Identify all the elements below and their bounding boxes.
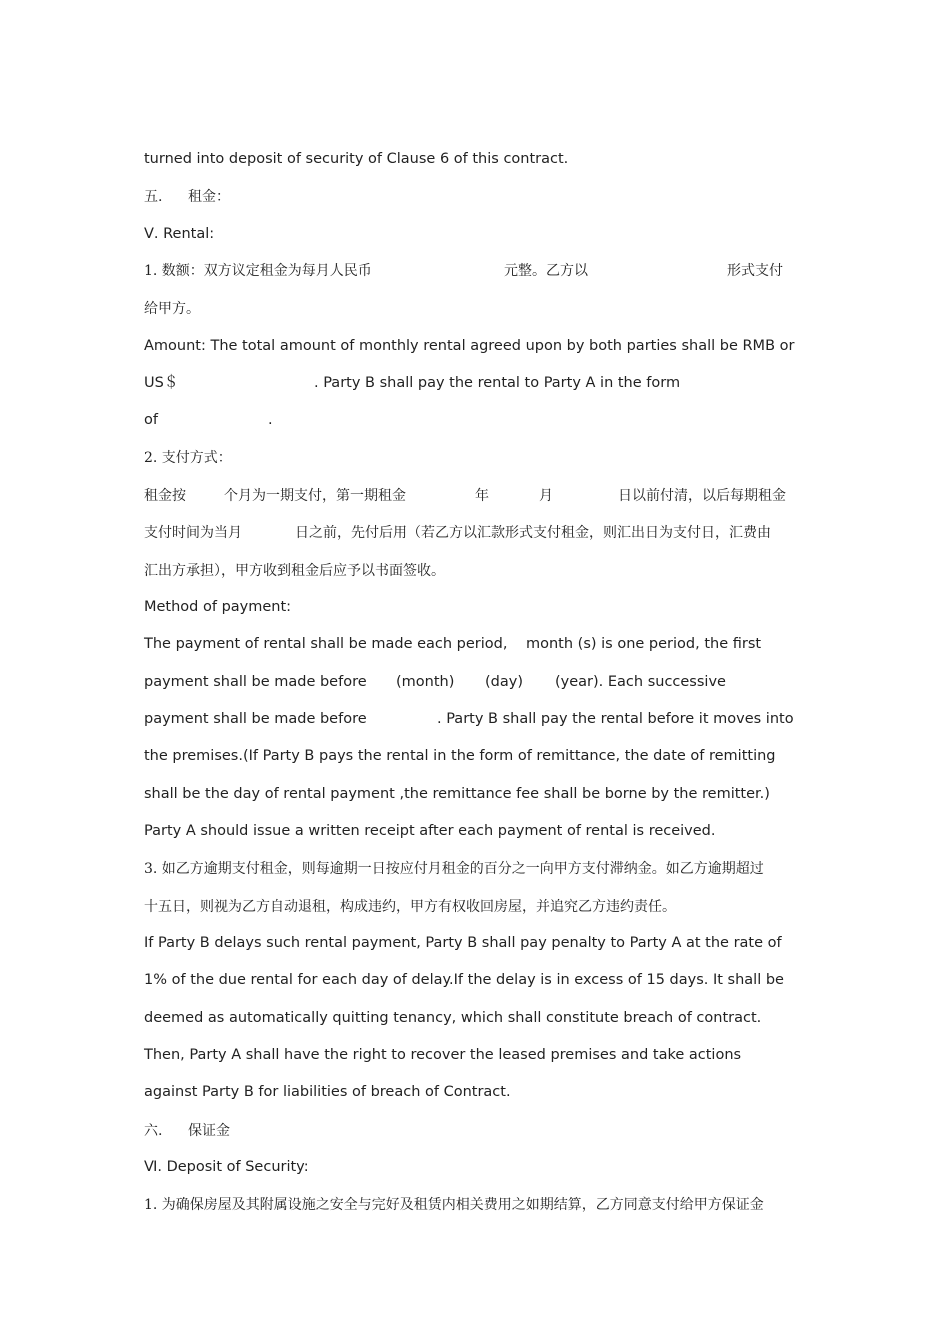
text-line: the premises.(If Party B pays the rental in the form of remittance, the date of remitting: [144, 748, 776, 764]
section-title: 租金：: [188, 189, 230, 205]
text-segment: of: [144, 412, 158, 428]
text-line: 1% of the due rental for each day of delay.If the delay is in excess of 15 days. It shall be: [144, 972, 784, 988]
text-line: 3. 如乙方逾期支付租金，则每逾期一日按应付月租金的百分之一向甲方支付滞纳金。如乙方逾期超过: [144, 861, 764, 877]
text-line: 2. 支付方式：: [144, 450, 232, 466]
text-line: Party A should issue a written receipt after each payment of rental is received.: [144, 823, 716, 839]
text-segment: US＄: [144, 375, 179, 391]
text-segment: 日之前，先付后用（若乙方以汇款形式支付租金，则汇出日为支付日，汇费由: [295, 525, 771, 541]
text-line: shall be the day of rental payment ,the remittance fee shall be borne by the remitter.): [144, 786, 770, 802]
text-segment: . Party B shall pay the rental to Party A in the form: [314, 375, 681, 391]
text-segment: (year). Each successive: [555, 674, 726, 690]
text-segment: 租金按: [144, 488, 186, 504]
text-segment: (month): [396, 674, 455, 690]
section-title: 保证金: [188, 1123, 230, 1139]
text-segment: 月: [539, 488, 553, 504]
text-segment: . Party B shall pay the rental before it moves into: [437, 711, 794, 727]
text-line: against Party B for liabilities of breach of Contract.: [144, 1084, 511, 1100]
text-line: Method of payment:: [144, 599, 292, 615]
text-segment: month (s) is one period, the first: [526, 636, 762, 652]
section-heading-deposit-en: Ⅵ. Deposit of Security:: [144, 1159, 309, 1175]
section-number: 五.: [144, 189, 163, 205]
text-line: 十五日，则视为乙方自动退租，构成违约，甲方有权收回房屋，并追究乙方违约责任。: [144, 899, 676, 915]
text-segment: 支付时间为当月: [144, 525, 242, 541]
text-segment: (day): [485, 674, 523, 690]
text-line: If Party B delays such rental payment, Party B shall pay penalty to Party A at the rate of: [144, 935, 782, 951]
text-line: 汇出方承担），甲方收到租金后应予以书面签收。: [144, 563, 445, 579]
text-segment: 元整。乙方以: [504, 263, 588, 279]
text-segment: 个月为一期支付，第一期租金: [224, 488, 406, 504]
text-segment: 形式支付: [727, 263, 783, 279]
section-heading-rental-en: Ⅴ. Rental:: [144, 226, 215, 242]
text-segment: 年: [475, 488, 489, 504]
text-line: 给甲方。: [144, 301, 200, 317]
text-segment: 日以前付清，以后每期租金: [618, 488, 786, 504]
text-segment: 1. 数额：双方议定租金为每月人民币: [144, 263, 372, 279]
text-line: Amount: The total amount of monthly rental agreed upon by both parties shall be RMB or: [144, 338, 795, 354]
text-segment: .: [268, 412, 273, 428]
text-segment: payment shall be made before: [144, 711, 367, 727]
section-number: 六.: [144, 1123, 163, 1139]
text-line: Then, Party A shall have the right to recover the leased premises and take actions: [144, 1047, 742, 1063]
text-segment: payment shall be made before: [144, 674, 367, 690]
text-line: turned into deposit of security of Clause 6 of this contract.: [144, 151, 569, 167]
text-segment: The payment of rental shall be made each period,: [144, 636, 508, 652]
text-line: 1. 为确保房屋及其附属设施之安全与完好及租赁内相关费用之如期结算，乙方同意支付给甲方保证金: [144, 1197, 764, 1213]
text-line: deemed as automatically quitting tenancy, which shall constitute breach of contract.: [144, 1010, 762, 1026]
